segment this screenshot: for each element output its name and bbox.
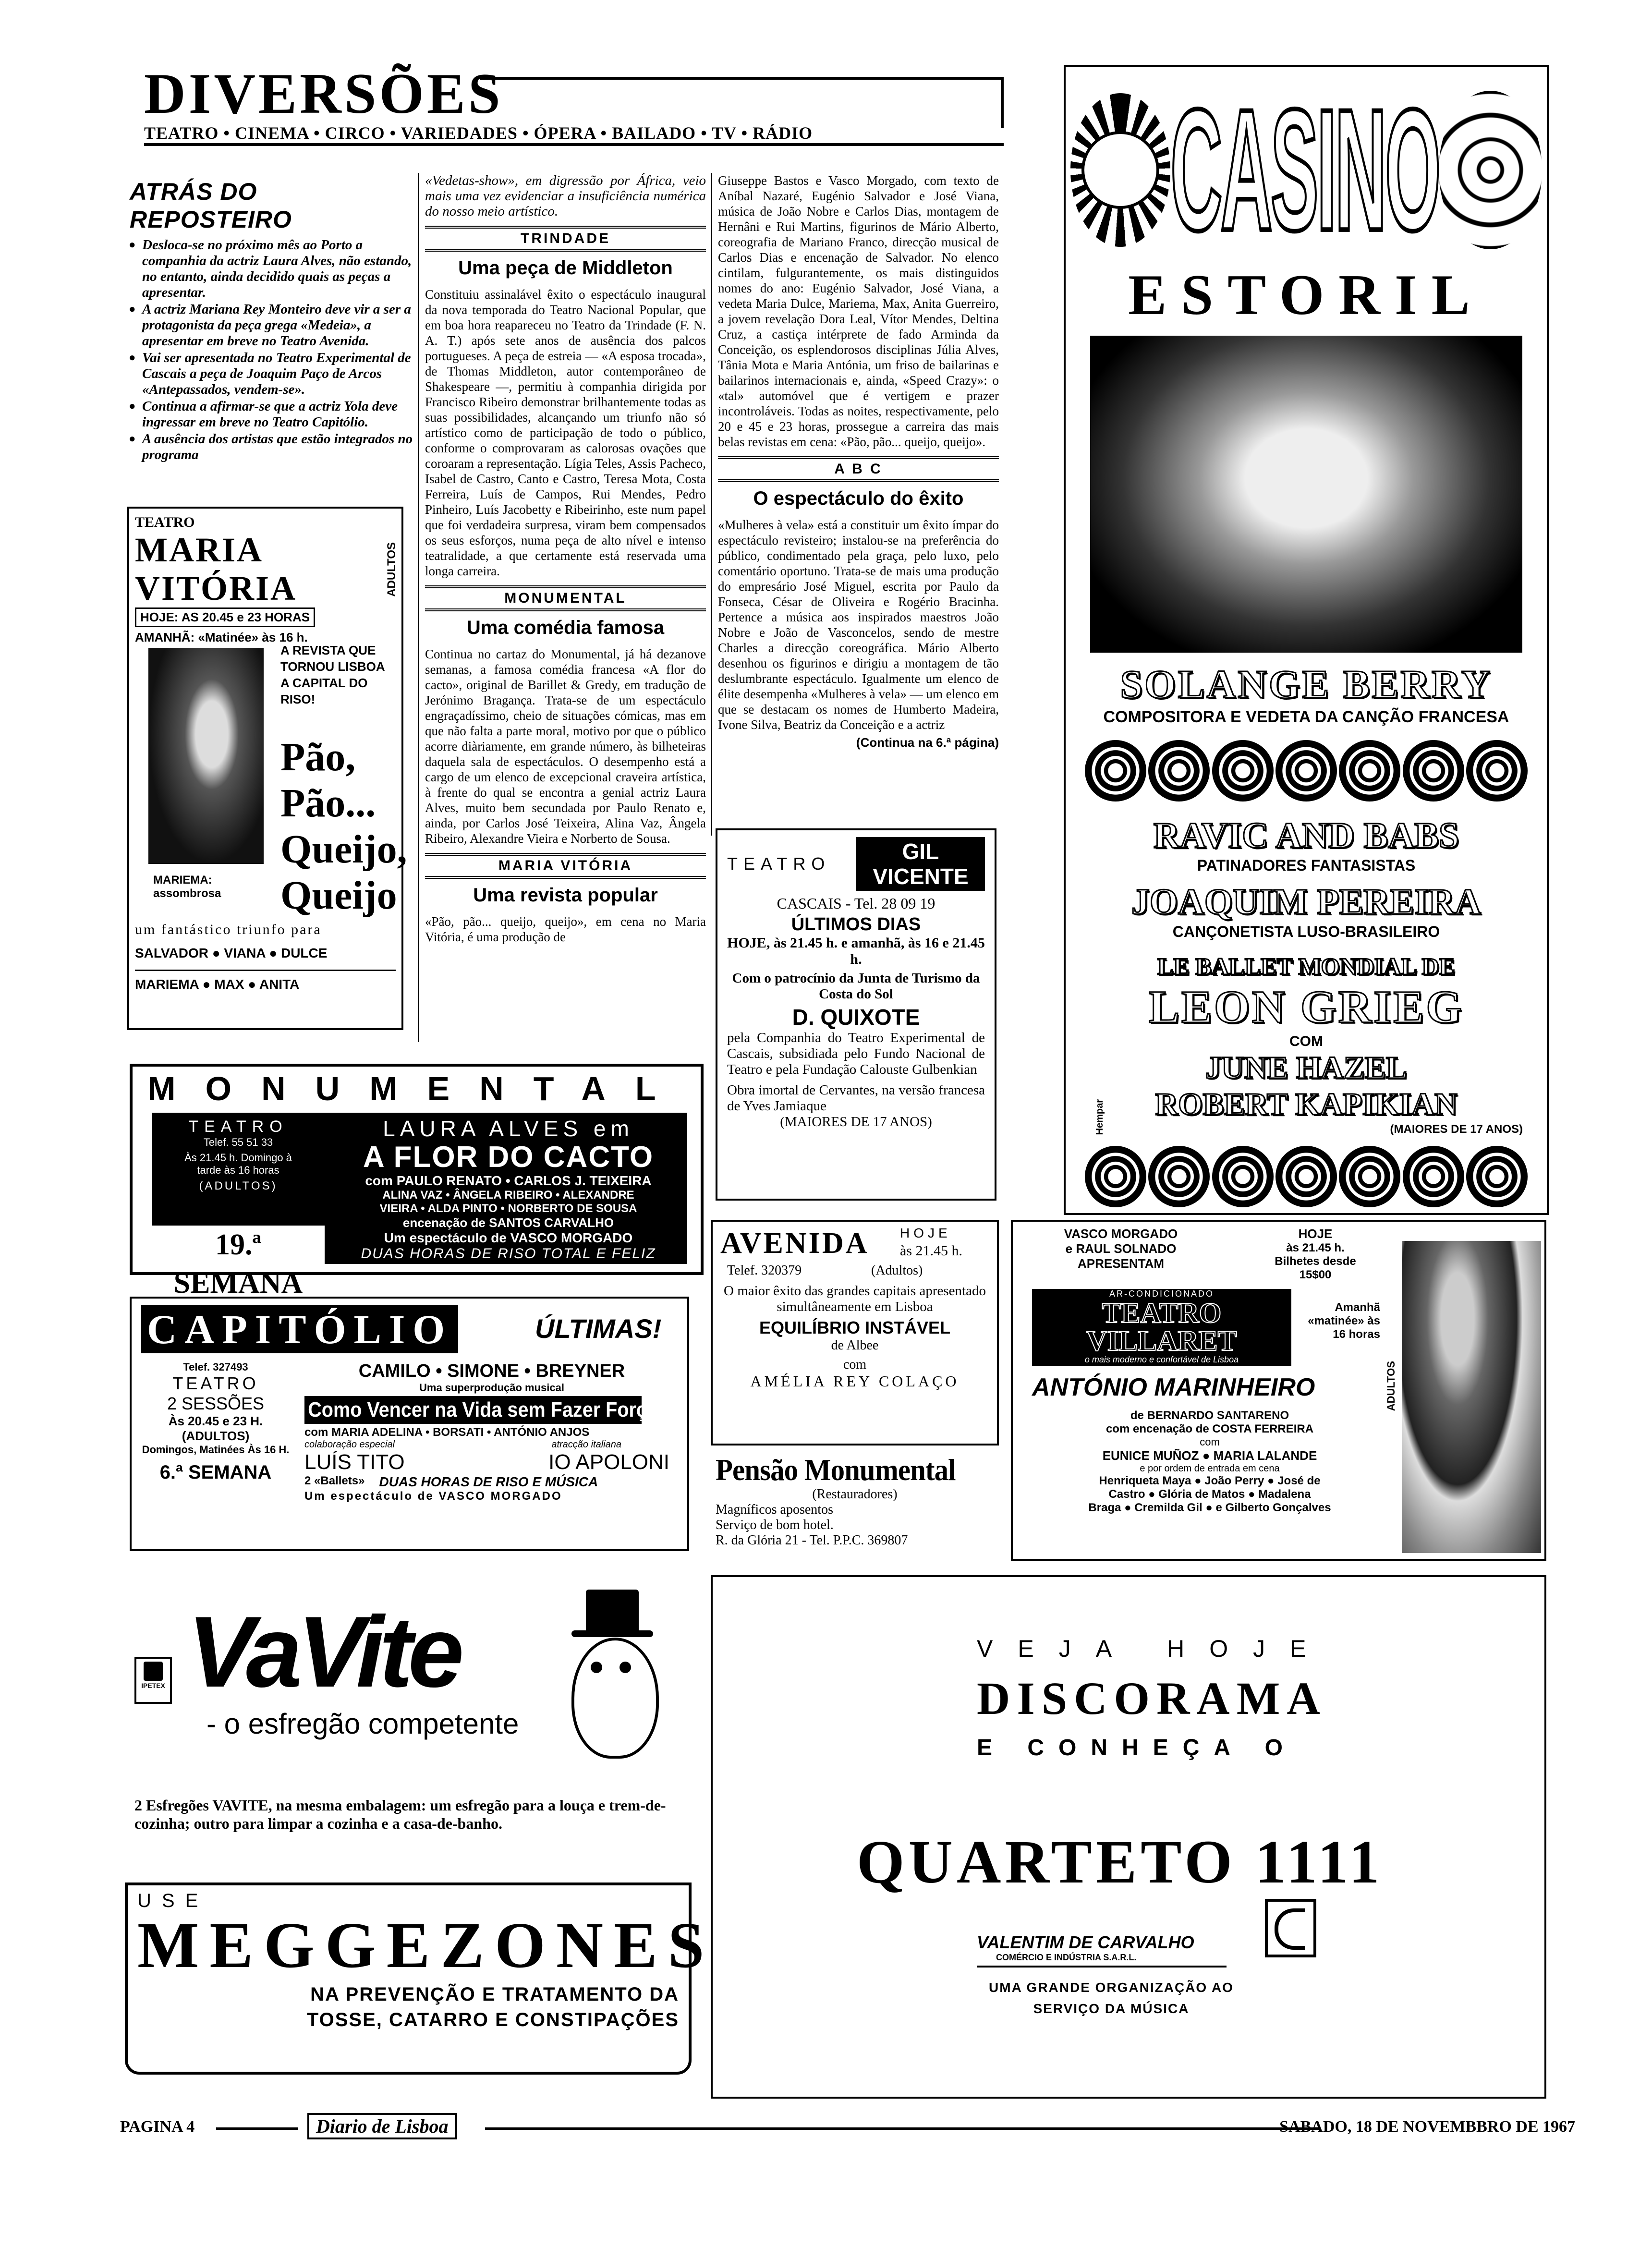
ad-collab: colaboração especial xyxy=(304,1439,395,1450)
ad-show: Como Vencer na Vida sem Fazer Força xyxy=(304,1396,642,1424)
act-name: JOAQUIM PEREIRA xyxy=(1131,882,1482,922)
ad-times: HOJE, às 21.45 h. e amanhã, às 16 e 21.45 h. xyxy=(727,935,985,967)
article-title: Uma revista popular xyxy=(473,885,658,906)
ad-producer: e RAUL SOLNADO xyxy=(1065,1241,1177,1256)
ad-com: com xyxy=(843,1357,867,1372)
estoril-word: ESTORIL xyxy=(1128,263,1484,327)
ad-show: A FLOR DO CACTO xyxy=(363,1141,654,1174)
vavite-desc: 2 Esfregões VAVITE, na mesma embalagem: um esfregão para a louça e trem-de-cozinha; outro para limpar a cozinha e a casa-de-banho. xyxy=(134,1797,666,1832)
rosette-icon xyxy=(1148,740,1210,802)
rosette-icon xyxy=(1275,1146,1337,1207)
ad-cast: com MARIA ADELINA • BORSATI • ANTÓNIO ANJOS xyxy=(304,1426,590,1439)
rosette-icon xyxy=(1085,740,1146,802)
ad-maria-vitoria xyxy=(127,507,407,1030)
ad-ultimas: ÚLTIMAS! xyxy=(535,1313,662,1344)
rosette-icon xyxy=(1466,1146,1528,1207)
ad-ballets: 2 «Ballets» xyxy=(304,1474,365,1487)
rosette-icon xyxy=(1275,740,1337,802)
ad-line: Serviço de bom hotel. xyxy=(716,1518,834,1532)
ad-kicker: TEATRO xyxy=(727,854,831,874)
ad-cast: Henriqueta Maya ● João Perry ● José de xyxy=(1099,1474,1321,1487)
ad-side-label: ADULTOS xyxy=(385,542,398,597)
ad-line: VEJA HOJE xyxy=(977,1635,1331,1662)
rosette-icon xyxy=(1148,1146,1210,1207)
ad-cast: SALVADOR ● VIANA ● DULCE xyxy=(135,946,328,960)
section-title: DIVERSÕES xyxy=(144,61,503,125)
ad-name: Pensão Monumental xyxy=(716,1453,956,1487)
column-atras-do-reposteiro xyxy=(130,178,415,464)
ad-times: Às 21.45 h. Domingo à tarde às 16 horas xyxy=(184,1152,292,1176)
ad-hoje: HOJE xyxy=(1298,1227,1333,1241)
ad-time: às 21.45 h. xyxy=(900,1243,962,1259)
column-2 xyxy=(418,173,706,1042)
article-body: Constituiu assinalável êxito o espectáculo inaugural da nova temporada do Teatro Nacional Popular, que em boa hora reapareceu no Teatro da Trindade (F. N. A. T.) após sete anos de ausência dos palcos portugueses. A peça de estreia — «A esposa trocada», de Thomas Middleton, autor contemporâneo de Shakespeare —, permitiu à companhia dirigida por Francisco Ribeiro demonstrar brilhantemente todas as suas possibilidades, alcançando um triunfo não só artístico como de participação de todo o público, conforme o comprovaram as calorosas ovações que coroaram a representação. Lígia Teles, Assis Pacheco, Isabel de Castro, Canto e Castro, Teresa Mota, Costa Ferreira, Luís de Campos, Rui Mendes, Pedro Pinheiro, Luís Jacobetty e Ribeirinho, este num papel que foi verdadeira surpresa, viram bem compensados os seus esforços, numa peça de alto nível e intenso teatralidade, a que certamente está reservada uma longa carreira. xyxy=(425,287,706,578)
rosette-icon xyxy=(1403,1146,1464,1207)
ad-desc: O maior êxito das grandes capitais apresentado simultâneamente em Lisboa xyxy=(724,1283,986,1314)
ad-time: às 21.45 h. xyxy=(1286,1241,1345,1254)
ad-star: LAURA ALVES em xyxy=(383,1116,634,1141)
ad-gil-vicente xyxy=(716,828,996,1201)
article-body: Giuseppe Bastos e Vasco Morgado, com texto de Aníbal Nazaré, Eugénio Salvador e José Viana, música de João Nobre e Carlos Dias, montagem de Hernâni e Rui Martins, figurinos de Mário Alberto, coreografia de Mariano Franco, direcção musical de Carlos Dias e encenação de Salvador. No elenco cintilam, fulgurantemente, os mais distinguidos nomes do ano: Eugénio Salvador, José Viana, a vedeta Maria Dulce, Mariema, Max, Anita Guerreiro, a jovem revelação Dora Leal, Vítor Mendes, Deltina Cruz, a castiça intérprete de fado Arminda da Conceição, os esplendorosos disciplinas Júlia Alves, Tânia Mota e Maria Antónia, um friso de bailarinas e bailarinos internacionais e, ainda, «Speed Crazy»: o «tal» automóvel que é vertigem e prazer incontroláveis. Todas as noites, respectivamente, pelo 20 e 45 e 23 horas, prossegue a carreira das mais belas revistas em cena: «Pão, pão... queijo, queijo». xyxy=(718,173,999,449)
ad-show: ANTÓNIO MARINHEIRO xyxy=(1032,1373,1315,1401)
ad-vavite xyxy=(130,1585,692,1854)
ad-cast: Braga ● Cremilda Gil ● e Gilberto Gonçalves xyxy=(1088,1501,1331,1514)
ad-headline: QUARTETO 1111 xyxy=(857,1828,1384,1896)
ad-line: Magníficos aposentos xyxy=(716,1502,833,1517)
ad-matinee: Amanhã «matinée» às 16 horas xyxy=(1308,1301,1380,1341)
ad-producer: Um espectáculo de VASCO MORGADO xyxy=(384,1230,633,1245)
article-title: Uma peça de Middleton xyxy=(458,257,673,279)
star-name: SOLANGE BERRY xyxy=(1120,662,1493,707)
ad-kicker: TEATRO xyxy=(135,514,195,530)
ad-meggezones xyxy=(125,1882,715,2075)
mascot-icon xyxy=(552,1590,677,1772)
ad-company: VALENTIM DE CARVALHO xyxy=(977,1932,1194,1952)
ad-name: GIL VICENTE xyxy=(856,837,985,891)
act-desc: CANÇONETISTA LUSO-BRASILEIRO xyxy=(1172,923,1440,940)
rosette-icon xyxy=(1212,1146,1274,1207)
villaret-badge: AR-CONDICIONADO TEATRO VILLARET o mais moderno e confortável de Lisboa xyxy=(1032,1289,1291,1366)
ad-age: (MAIORES DE 17 ANOS) xyxy=(780,1114,932,1130)
ad-age: (ADULTOS) xyxy=(182,1429,250,1443)
ballet-label: LE BALLET MONDIAL DE xyxy=(1157,953,1456,980)
news-list xyxy=(130,237,415,463)
ad-company-sub: COMÉRCIO E INDÚSTRIA S.A.R.L. xyxy=(996,1953,1137,1962)
ad-cast: com PAULO RENATO • CARLOS J. TEIXEIRA xyxy=(365,1173,652,1188)
ad-guest: IO APOLONI xyxy=(548,1450,669,1474)
ad-side-label: Hempar xyxy=(1094,1099,1105,1135)
ad-use: USE xyxy=(137,1890,209,1911)
ad-discorama xyxy=(711,1575,1546,2099)
rosette-icon xyxy=(1466,740,1528,802)
ad-phone: CASCAIS - Tel. 28 09 19 xyxy=(777,895,935,912)
act-name: ROBERT KAPIKIAN xyxy=(1155,1087,1458,1122)
ad-show: D. QUIXOTE xyxy=(792,1005,920,1030)
ad-com: com xyxy=(1200,1436,1220,1448)
article-title: O espectáculo do êxito xyxy=(753,488,964,509)
section-heading-monumental: MONUMENTAL xyxy=(425,585,706,611)
section-heading-abc: A B C xyxy=(718,456,999,482)
list-item: ● Continua a afirmar-se que a actriz Yola deve ingressar em breve no Teatro Capitólio. xyxy=(142,399,415,430)
ad-monumental xyxy=(130,1064,704,1300)
ad-cast: EUNICE MUÑOZ ● MARIA LALANDE xyxy=(1102,1448,1317,1463)
ad-tag: UMA GRANDE ORGANIZAÇÃO AO SERVIÇO DA MÚSICA xyxy=(989,1980,1234,2016)
list-item: ● Desloca-se no próximo mês ao Porto a companhia da actriz Laura Alves, não estando, no entanto, ainda decidido quais as peças a apresentar. xyxy=(142,237,415,301)
act-name: JUNE HAZEL xyxy=(1205,1050,1407,1085)
ad-line: DISCORAMA xyxy=(977,1673,1327,1724)
ad-tagline: A REVISTA QUE TORNOU LISBOA A CAPITAL DO RISO! xyxy=(280,643,385,706)
ad-attr: atracção italiana xyxy=(551,1439,621,1450)
ad-stars: CAMILO • SIMONE • BREYNER xyxy=(358,1361,625,1381)
act-name: RAVIC AND BABS xyxy=(1153,815,1459,856)
rosette-icon xyxy=(1403,740,1464,802)
ipetex-logo: IPETEX xyxy=(134,1657,172,1704)
ad-producer: VASCO MORGADO xyxy=(1064,1227,1178,1241)
rosette-icon xyxy=(1339,1146,1400,1207)
casino-header xyxy=(1070,72,1542,268)
ad-phone: Telef. 320379 xyxy=(727,1263,802,1278)
ad-success: um fantástico triunfo para xyxy=(135,922,322,937)
article-body: Continua no cartaz do Monumental, já há dezanove semanas, a famosa comédia francesa «A flor do cacto», original de Barillet & Gredy, em tradução de Jerónimo Bragança. Trata-se de um espectáculo engraçadíssimo, cheio de situações cómicas, mas em que não falta a parte moral, motivo por que o público acorre diàriamente, em grande número, às bilheteiras daquela sala de espectáculos. O desempenho está a cargo de um elenco de excepcional craveira artística, à frente do qual se encontra a genial actriz Laura Alves, muito bem secundada por Paulo Renato e, ainda, por Carlos José Teixeira, Alina Vaz, Ângela Ribeiro, Alexandre Vieira e Norberto de Sousa. xyxy=(425,647,706,846)
ad-line: NA PREVENÇÃO E TRATAMENTO DA xyxy=(310,1984,679,2005)
ad-name: MARIA VITÓRIA xyxy=(135,531,297,607)
ad-cast: Castro ● Glória de Matos ● Madalena xyxy=(1108,1488,1311,1501)
photo-solange-berry xyxy=(1090,336,1522,653)
ad-teatro-villaret xyxy=(1011,1220,1546,1561)
rosette-row xyxy=(1085,1146,1528,1207)
column-title: ATRÁS DO REPOSTEIRO xyxy=(130,178,292,233)
ad-name: AVENIDA xyxy=(720,1227,869,1260)
list-item: ● Vai ser apresentada no Teatro Experimental de Cascais a peça de Joaquim Paço de Arcos «Antepassados, vendem-se». xyxy=(142,350,415,398)
ad-pensao-monumental xyxy=(711,1450,999,1561)
ad-age: (Adultos) xyxy=(871,1263,923,1278)
ad-ultimos: ÚLTIMOS DIAS xyxy=(791,914,921,935)
ad-sessions: 2 SESSÕES xyxy=(167,1394,265,1413)
valentim-logo-icon xyxy=(1265,1899,1316,1957)
photo-caption: MARIEMA: assombrosa xyxy=(153,874,221,900)
ad-age: (ADULTOS) xyxy=(199,1179,278,1192)
ad-cast: VIEIRA • ALDA PINTO • NORBERTO DE SOUSA xyxy=(379,1202,637,1215)
ad-capitolio xyxy=(130,1297,689,1551)
ad-producer: Um espectáculo de VASCO MORGADO xyxy=(304,1490,562,1503)
newspaper-name: Diario de Lisboa xyxy=(307,2113,457,2139)
sun-emblem-icon xyxy=(1070,93,1170,247)
ad-work: Obra imortal de Cervantes, na versão francesa de Yves Jamiaque xyxy=(727,1082,985,1114)
ad-patron: Com o patrocínio da Junta de Turismo da Costa do Sol xyxy=(732,971,980,1002)
show-title: Pão, Pão... Queijo, Queijo xyxy=(280,735,407,918)
vavite-slogan: - o esfregão competente xyxy=(206,1708,519,1740)
ad-sub: (Restauradores) xyxy=(812,1487,898,1502)
roulette-icon xyxy=(1439,91,1542,249)
ad-week: 6.ª SEMANA xyxy=(159,1462,272,1483)
ad-star: AMÉLIA REY COLAÇO xyxy=(750,1372,960,1390)
ad-author: de BERNARDO SANTARENO xyxy=(1130,1409,1289,1422)
ad-tagline: DUAS HORAS DE RISO TOTAL E FELIZ xyxy=(361,1246,656,1262)
ad-side-label: ADULTOS xyxy=(1385,1361,1397,1411)
article-body: «Mulheres à vela» está a constituir um êxito ímpar do espectáculo revisteiro; instalou-se na preferência do público, condimentado pela graça, pelo luxo, pelo comentário oportuno. Trata-se de mais uma produção do empresário José Miguel, escrita por Paulo da Fonseca, César de Oliveira e Rogério Bracinha. Pertence a música aos inspirados maestros João Nobre e João de Vasconcelos, sendo de mestre Charles a direcção coreográfica. Mário Alberto desenhou os figurinos e dirigiu a montagem de tão deslumbrante espectáculo. Igualmente um elenco de élite desempenha «Mulheres à vela» — um elenco em que se destacam os nomes de Humberto Madeira, Ivone Silva, Beatriz da Conceição e a actriz xyxy=(718,518,999,732)
ad-cast: MARIEMA ● MAX ● ANITA xyxy=(135,977,300,992)
ad-phone: Telef. 327493 xyxy=(183,1361,248,1373)
ad-avenida xyxy=(711,1220,999,1445)
ad-week: 19.ª SEMANA xyxy=(152,1226,325,1264)
ad-producer: APRESENTAM xyxy=(1077,1256,1165,1271)
section-heading-maria-vitoria: MARIA VITÓRIA xyxy=(425,853,706,879)
ad-cast: ALINA VAZ • ÂNGELA RIBEIRO • ALEXANDRE xyxy=(382,1189,634,1202)
ad-times: Às 20.45 e 23 H. xyxy=(168,1414,263,1428)
ad-matinee: AMANHÃ: «Matinée» às 16 h. xyxy=(135,630,308,644)
ad-staging: encenação de SANTOS CARVALHO xyxy=(402,1215,614,1230)
ad-casino-estoril xyxy=(1064,65,1549,1215)
article-title: Uma comédia famosa xyxy=(466,617,665,638)
rosette-row xyxy=(1085,740,1528,802)
rosette-icon xyxy=(1339,740,1400,802)
article-body: «Pão, pão... queijo, queijo», em cena no Maria Vitória, é uma produção de xyxy=(425,914,706,944)
ad-tickets: Bilhetes desde 15$00 xyxy=(1275,1255,1356,1281)
ad-brand: MEGGEZONES xyxy=(137,1909,715,1981)
continued-note: (Continua na 6.ª página) xyxy=(856,735,999,750)
ad-guest: LUÍS TITO xyxy=(304,1450,405,1474)
ad-line: R. da Glória 21 - Tel. P.P.C. 369807 xyxy=(716,1533,908,1548)
section-header xyxy=(144,62,1004,144)
page-number: PAGINA 4 xyxy=(120,2118,195,2136)
ad-author: de Albee xyxy=(831,1338,879,1353)
casino-word: CASINO xyxy=(1170,73,1439,267)
star-desc: COMPOSITORA E VEDETA DA CANÇÃO FRANCESA xyxy=(1103,708,1509,726)
ad-line: TOSSE, CATARRO E CONSTIPAÇÕES xyxy=(306,2009,679,2030)
ad-company: pela Companhia do Teatro Experimental de Cascais, subsidiada pelo Fundo Nacional de Teatro e pela Fundação Calouste Gulbenkian xyxy=(727,1030,985,1077)
article-intro: «Vedetas-show», em digressão por África, veio mais uma vez evidenciar a insuficiência numérica do nosso meio artístico. xyxy=(425,173,706,219)
ad-show: EQUILÍBRIO INSTÁVEL xyxy=(759,1318,951,1337)
ad-kicker: TEATRO xyxy=(188,1117,288,1136)
vavite-brand: VaVite xyxy=(187,1595,460,1708)
ad-prod: Uma superprodução musical xyxy=(419,1382,564,1394)
ad-age: (MAIORES DE 17 ANOS) xyxy=(1390,1123,1523,1136)
section-subtitle: TEATRO • CINEMA • CIRCO • VARIEDADES • ÓPERA • BAILADO • TV • RÁDIO xyxy=(144,123,813,143)
ad-tagline: DUAS HORAS DE RISO E MÚSICA xyxy=(379,1474,598,1489)
ad-hoje: HOJE xyxy=(900,1226,951,1240)
act-desc: PATINADORES FANTASISTAS xyxy=(1197,857,1416,874)
section-heading-trindade: TRINDADE xyxy=(425,226,706,252)
page-footer xyxy=(120,2113,1575,2142)
photo-couple xyxy=(1402,1241,1541,1553)
ad-staging: com encenação de COSTA FERREIRA xyxy=(1105,1422,1314,1435)
list-item: ● A actriz Mariana Rey Monteiro deve vir a ser a protagonista da peça grega «Medeia», a apresentar em breve no Teatro Avenida. xyxy=(142,302,415,349)
rosette-icon xyxy=(1085,1146,1146,1207)
list-item: ● A ausência dos artistas que estão integrados no programa xyxy=(142,431,415,463)
photo-mariema xyxy=(148,648,264,864)
issue-date: SABADO, 18 DE NOVEMBBRO DE 1967 xyxy=(1279,2118,1575,2136)
ad-phone: Telef. 55 51 33 xyxy=(203,1136,273,1148)
ad-sundays: Domingos, Matinées Às 16 H. xyxy=(142,1444,290,1456)
ballet-name: LEON GRIEG xyxy=(1148,981,1464,1032)
ad-kicker: TEATRO xyxy=(172,1373,259,1393)
ad-cast: e por ordem de entrada em cena xyxy=(1140,1463,1280,1474)
com-label: COM xyxy=(1289,1033,1323,1049)
ad-name: MONUMENTAL xyxy=(147,1070,686,1107)
rosette-icon xyxy=(1212,740,1274,802)
ad-line: E CONHEÇA O xyxy=(977,1735,1297,1761)
ad-name: CAPITÓLIO xyxy=(141,1305,458,1353)
ad-times: HOJE: AS 20.45 e 23 HORAS xyxy=(135,607,315,627)
column-3 xyxy=(711,173,999,836)
header-rule xyxy=(480,77,1004,128)
